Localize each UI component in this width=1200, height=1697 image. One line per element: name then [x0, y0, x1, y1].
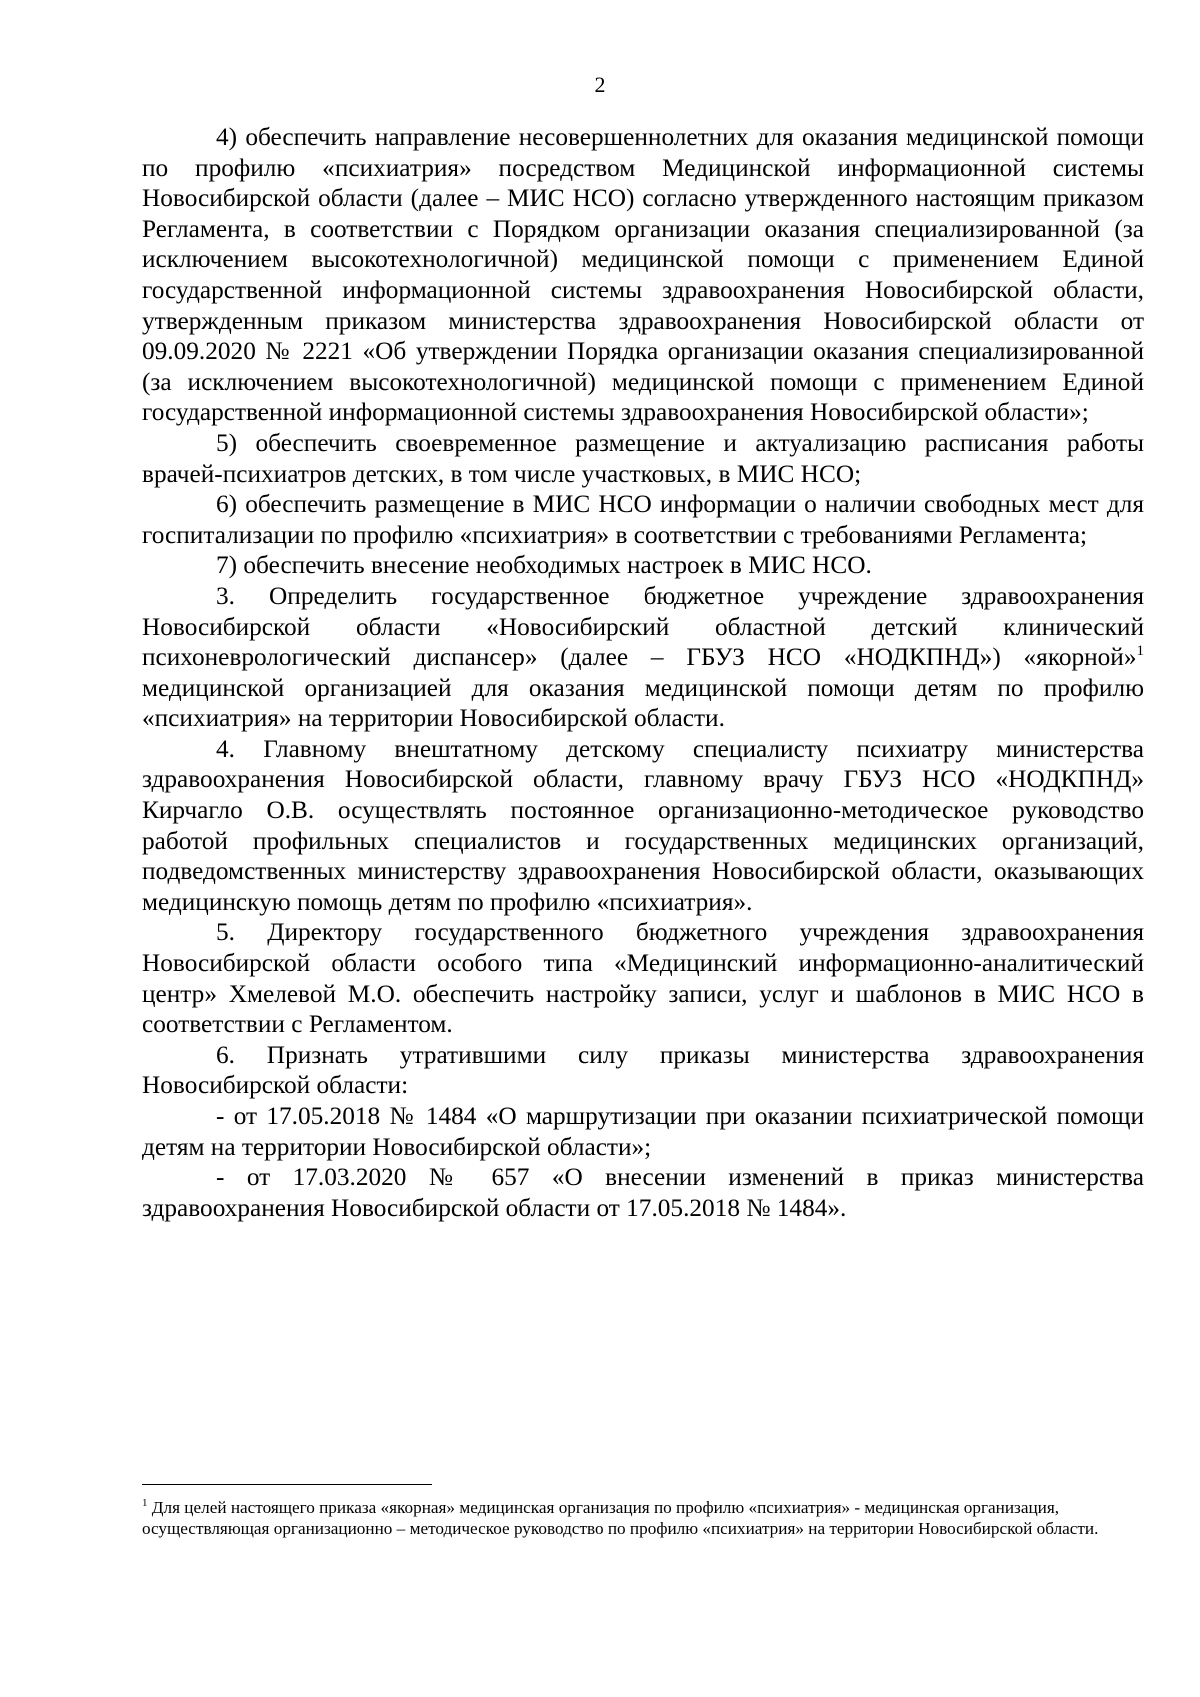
- paragraph-item-5: 5) обеспечить своевременное размещение и актуализацию расписания работы врачей-психиатров детских, в том числе участковых, в МИС НСО;: [142, 428, 1144, 488]
- paragraph-5: 5. Директору государственного бюджетного учреждения здравоохранения Новосибирской области особого типа «Медицинский информационно-аналитический центр» Хмелевой М.О. обеспечить настройку записи, услуг и шаблонов в МИС НСО в соответствии с Регламентом.: [142, 918, 1144, 1039]
- paragraph-item-7: 7) обеспечить внесение необходимых настроек в МИС НСО.: [216, 551, 872, 580]
- paragraph-6: 6. Признать утратившими силу приказы министерства здравоохранения Новосибирской области:: [142, 1040, 1144, 1100]
- footnote-mark: 1: [142, 1497, 148, 1509]
- page-number: 2: [594, 72, 606, 97]
- footnote-text: Для целей настоящего приказа «якорная» медицинская организация по профилю «психиатрия» - медицинская организация, осуществляющая организационно – методическое руководство по профилю «психиатрия» на территории Новосибирской области.: [142, 1498, 1099, 1538]
- document-body: [142, 122, 1144, 1223]
- paragraph-6-item-1: - от 17.05.2018 № 1484 «О маршрутизации при оказании психиатрической помощи детям на территории Новосибирской области»;: [142, 1102, 1144, 1161]
- footnote-divider: [142, 1484, 432, 1485]
- paragraph-6-item-2: - от 17.03.2020 № 657 «О внесении изменений в приказ министерства здравоохранения Новосибирской области от 17.05.2018 № 1484».: [142, 1163, 1144, 1222]
- paragraph-3: [142, 581, 1144, 734]
- paragraph-item-4: 4) обеспечить направление несовершеннолетних для оказания медицинской помощи по профилю «психиатрия» посредством Медицинской информационной системы Новосибирской области (далее – МИС НСО) согласно утвержденного настоящим приказом Регламента, в соответствии с Порядком организации оказания специализированной (за исключением высокотехнологичной) медицинской помощи с применением Единой государственной информационной системы здравоохранения Новосибирской области, утвержденным приказом министерства здравоохранения Новосибирской области от 09.09.2020 № 2221 «Об утверждении Порядка организации оказания специализированной (за исключением высокотехнологичной) медицинской помощи с применением Единой государственной информационной системы здравоохранения Новосибирской области»;: [142, 123, 1144, 427]
- footnote-reference: 1: [1136, 643, 1144, 660]
- paragraph-3-text-end: медицинской организацией для оказания медицинской помощи детям по профилю «психиатрия» на территории Новосибирской области.: [142, 673, 1144, 733]
- paragraph-3-text-start: 3. Определить государственное бюджетное учреждение здравоохранения Новосибирской области «Новосибирский областной детский клинический психоневрологический диспансер» (далее – ГБУЗ НСО «НОДКПНД») «якорной»: [142, 581, 1144, 672]
- footnote: [142, 1498, 1144, 1539]
- paragraph-item-6: 6) обеспечить размещение в МИС НСО информации о наличии свободных мест для госпитализации по профилю «психиатрия» в соответствии с требованиями Регламента;: [142, 490, 1144, 549]
- paragraph-4: 4. Главному внештатному детскому специалисту психиатру министерства здравоохранения Новосибирской области, главному врачу ГБУЗ НСО «НОДКПНД» Кирчагло О.В. осуществлять постоянное организационно-методическое руководство работой профильных специалистов и государственных медицинских организаций, подведомственных министерству здравоохранения Новосибирской области, оказывающих медицинскую помощь детям по профилю «психиатрия».: [142, 734, 1144, 916]
